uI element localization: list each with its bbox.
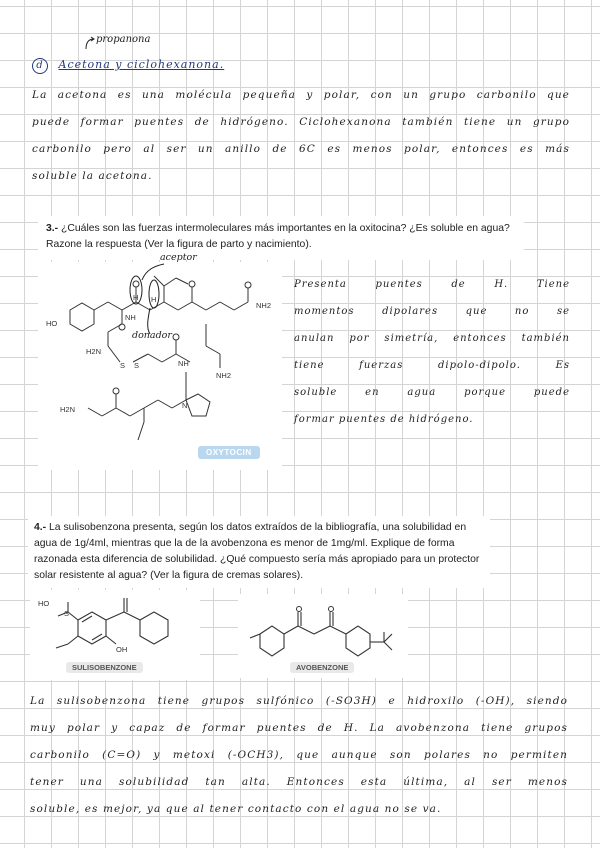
oxytocin-figure (38, 252, 282, 470)
part-d-heading (32, 58, 224, 74)
part-d-label-circle: d (32, 58, 48, 74)
part-d-annotation: propanona (96, 34, 150, 45)
question-3-text: 3.- ¿Cuáles son las fuerzas intermoleculares más importantes en la oxitocina? ¿Es soluble en agua? Razone la respuesta (Ver la figura de parto y nacimiento). (46, 223, 510, 250)
answer-line: soluble, es mejor, ya que al tener contacto con el agua no se va. (30, 803, 442, 815)
oxytocin-label: H2N (86, 347, 102, 356)
oxytocin-structure (38, 262, 282, 470)
oxytocin-badge: OXYTOCIN (198, 446, 260, 459)
answer-line: formar puentes de hidrógeno. (294, 414, 474, 425)
oxytocin-label: NH (125, 313, 136, 322)
answer-line: muy polar y capaz de formar puentes de H. La avobenzona tiene grupos (30, 722, 568, 734)
sulisobenzone-badge: SULISOBENZONE (66, 662, 143, 673)
answer-line: tiene fuerzas dipolo-dipolo. Es (294, 360, 570, 371)
answer-line: puede formar puentes de hidrógeno. Ciclohexanona también tiene un grupo (32, 116, 570, 128)
oxytocin-label: HO (46, 319, 58, 328)
oxytocin-label: S (134, 361, 140, 370)
question-3-number: 3.- (46, 223, 59, 234)
oxytocin-label: N (182, 401, 188, 410)
sulisobenzone-figure (30, 590, 200, 680)
question-4-number: 4.- (34, 522, 47, 533)
oxytocin-label: H (133, 293, 139, 302)
oxytocin-label: NH (178, 359, 189, 368)
answer-line: anulan por simetría, entonces también (294, 333, 570, 344)
question-4-text: 4.- La sulisobenzona presenta, según los datos extraídos de la bibliografía, una solubilidad en agua de 1g/4ml, mientras que la de la avobenzona es menor de 1mg/ml. Explique de forma razonada esta diferencia de solubilidad. ¿Qué compuesto sería más apropiado para un protector solar resistente al agua? (Ver la figura de cremas solares). (34, 522, 480, 581)
answer-line: La sulisobenzona tiene grupos sulfónico (-SO3H) e hidroxilo (-OH), siendo (30, 695, 568, 707)
answer-line: soluble en agua porque puede (294, 387, 570, 398)
avobenzone-badge: AVOBENZONE (290, 662, 354, 673)
answer-line: carbonilo (C=O) y metoxi (-OCH3), que aunque son polares no permiten (30, 749, 568, 761)
sulisobenzone-label: OH (116, 645, 128, 654)
question-4-answer (30, 688, 568, 823)
oxytocin-label: NH2 (216, 371, 232, 380)
question-4-card (28, 516, 490, 588)
oxytocin-label: NH2 (256, 301, 272, 310)
oxytocin-annotation-donador: donador (132, 330, 172, 341)
oxytocin-label: S (120, 361, 126, 370)
avobenzone-figure (238, 594, 408, 678)
sulisobenzone-label: HO (38, 599, 50, 608)
answer-line: La acetona es una molécula pequeña y polar, con un grupo carbonilo que (32, 89, 570, 101)
oxytocin-annotation-aceptor: aceptor (160, 252, 197, 263)
question-3-answer (294, 271, 570, 433)
answer-line: Presenta puentes de H. Tiene (294, 279, 570, 290)
sulisobenzone-label: S (64, 609, 70, 618)
answer-line: carbonilo pero al ser un anillo de 6C es menos polar, entonces es más (32, 143, 570, 155)
part-d-title: Acetona y ciclohexanona. (58, 58, 225, 71)
question-3-card (38, 216, 524, 260)
oxytocin-label: H (151, 295, 157, 304)
answer-line: soluble la acetona. (32, 170, 153, 182)
annotation-arrow-icon (84, 36, 96, 50)
part-d-answer (32, 82, 570, 190)
answer-line: tener una solubilidad tan alta. Entonces esta última, al ser menos (30, 776, 568, 788)
answer-line: momentos dipolares que no se (294, 306, 570, 317)
oxytocin-label: H2N (60, 405, 76, 414)
